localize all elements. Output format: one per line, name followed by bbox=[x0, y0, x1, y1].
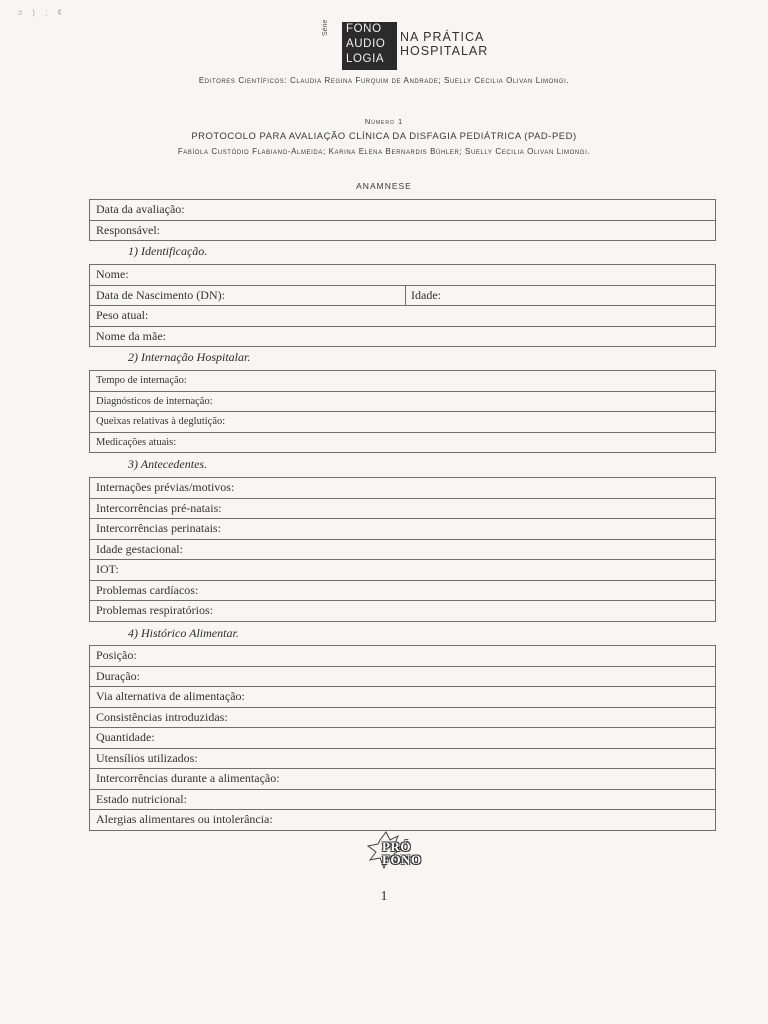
page-number: 1 bbox=[380, 889, 388, 904]
corner-marks: ɔ ) ; ¢ bbox=[18, 8, 67, 17]
series-title-line-2: HOSPITALAR bbox=[400, 44, 489, 58]
protocol-title: PROTOCOLO PARA AVALIAÇÃO CLÍNICA DA DISFAGIA PEDIÁTRICA (PAD-PED) bbox=[191, 131, 577, 142]
field-data-nascimento-label: Data de Nascimento (DN): bbox=[96, 287, 225, 302]
field-duracao[interactable]: Duração: bbox=[90, 667, 715, 688]
field-internacoes-previas[interactable]: Internações prévias/motivos: bbox=[90, 478, 715, 499]
field-queixas-degluticao[interactable]: Queixas relativas à deglutição: bbox=[90, 412, 715, 433]
antecedentes-table bbox=[89, 477, 716, 622]
historico-table bbox=[89, 645, 716, 831]
authors-line: Fabíola Custódio Flabiano-Almeida; Karina Elena Bernardis Bühler; Suelly Cecilia Olivan Limongi. bbox=[177, 147, 591, 156]
field-quantidade[interactable]: Quantidade: bbox=[90, 728, 715, 749]
logo-line-1: FONO bbox=[346, 23, 382, 35]
field-pre-natais[interactable]: Intercorrências pré-natais: bbox=[90, 499, 715, 520]
field-perinatais[interactable]: Intercorrências perinatais: bbox=[90, 519, 715, 540]
pro-logo-line-1: PRÓ bbox=[382, 839, 411, 854]
field-idade[interactable]: Idade: bbox=[405, 286, 441, 306]
field-posicao[interactable]: Posição: bbox=[90, 646, 715, 667]
section-title-internacao: 2) Internação Hospitalar. bbox=[128, 350, 251, 364]
section-title-antecedentes: 3) Antecedentes. bbox=[128, 457, 208, 471]
field-estado-nutricional[interactable]: Estado nutricional: bbox=[90, 790, 715, 811]
internacao-table bbox=[89, 370, 716, 453]
field-nome-mae[interactable]: Nome da mãe: bbox=[90, 327, 715, 348]
editors-line: Editores Científicos: Claudia Regina Furquim de Andrade; Suelly Cecilia Olivan Limongi. bbox=[198, 76, 570, 85]
pro-fono-logo-text bbox=[382, 840, 422, 866]
field-problemas-respiratorios[interactable]: Problemas respiratórios: bbox=[90, 601, 715, 622]
logo-line-2: AUDIO bbox=[346, 38, 386, 50]
series-title bbox=[400, 30, 488, 58]
field-diagnosticos[interactable]: Diagnósticos de internação: bbox=[90, 392, 715, 413]
field-consistencias[interactable]: Consistências introduzidas: bbox=[90, 708, 715, 729]
field-problemas-cardiacos[interactable]: Problemas cardíacos: bbox=[90, 581, 715, 602]
serie-label: Série bbox=[322, 19, 329, 36]
field-data-nascimento[interactable] bbox=[90, 286, 715, 307]
pro-logo-line-2: FONO bbox=[382, 852, 422, 867]
fono-audio-logia-logo bbox=[342, 22, 397, 70]
field-tempo-internacao[interactable]: Tempo de internação: bbox=[90, 371, 715, 392]
field-utensilios[interactable]: Utensílios utilizados: bbox=[90, 749, 715, 770]
field-alergias[interactable]: Alergias alimentares ou intolerância: bbox=[90, 810, 715, 831]
field-responsavel[interactable]: Responsável: bbox=[90, 221, 715, 242]
field-intercorrencias-alimentacao[interactable]: Intercorrências durante a alimentação: bbox=[90, 769, 715, 790]
logo-line-3: LOGIA bbox=[346, 53, 385, 65]
numero-label: Número 1 bbox=[364, 117, 404, 126]
section-title-identificacao: 1) Identificação. bbox=[128, 244, 208, 258]
field-medicacoes[interactable]: Medicações atuais: bbox=[90, 433, 715, 454]
field-nome[interactable]: Nome: bbox=[90, 265, 715, 286]
field-via-alternativa[interactable]: Via alternativa de alimentação: bbox=[90, 687, 715, 708]
anamnese-heading: ANAMNESE bbox=[356, 181, 412, 191]
intro-table bbox=[89, 199, 716, 241]
series-title-line-1: NA PRÁTICA bbox=[400, 30, 485, 44]
section-title-historico: 4) Histórico Alimentar. bbox=[128, 626, 239, 640]
field-idade-gestacional[interactable]: Idade gestacional: bbox=[90, 540, 715, 561]
field-data-avaliacao[interactable]: Data da avaliação: bbox=[90, 200, 715, 221]
identificacao-table bbox=[89, 264, 716, 347]
field-iot[interactable]: IOT: bbox=[90, 560, 715, 581]
field-peso-atual[interactable]: Peso atual: bbox=[90, 306, 715, 327]
